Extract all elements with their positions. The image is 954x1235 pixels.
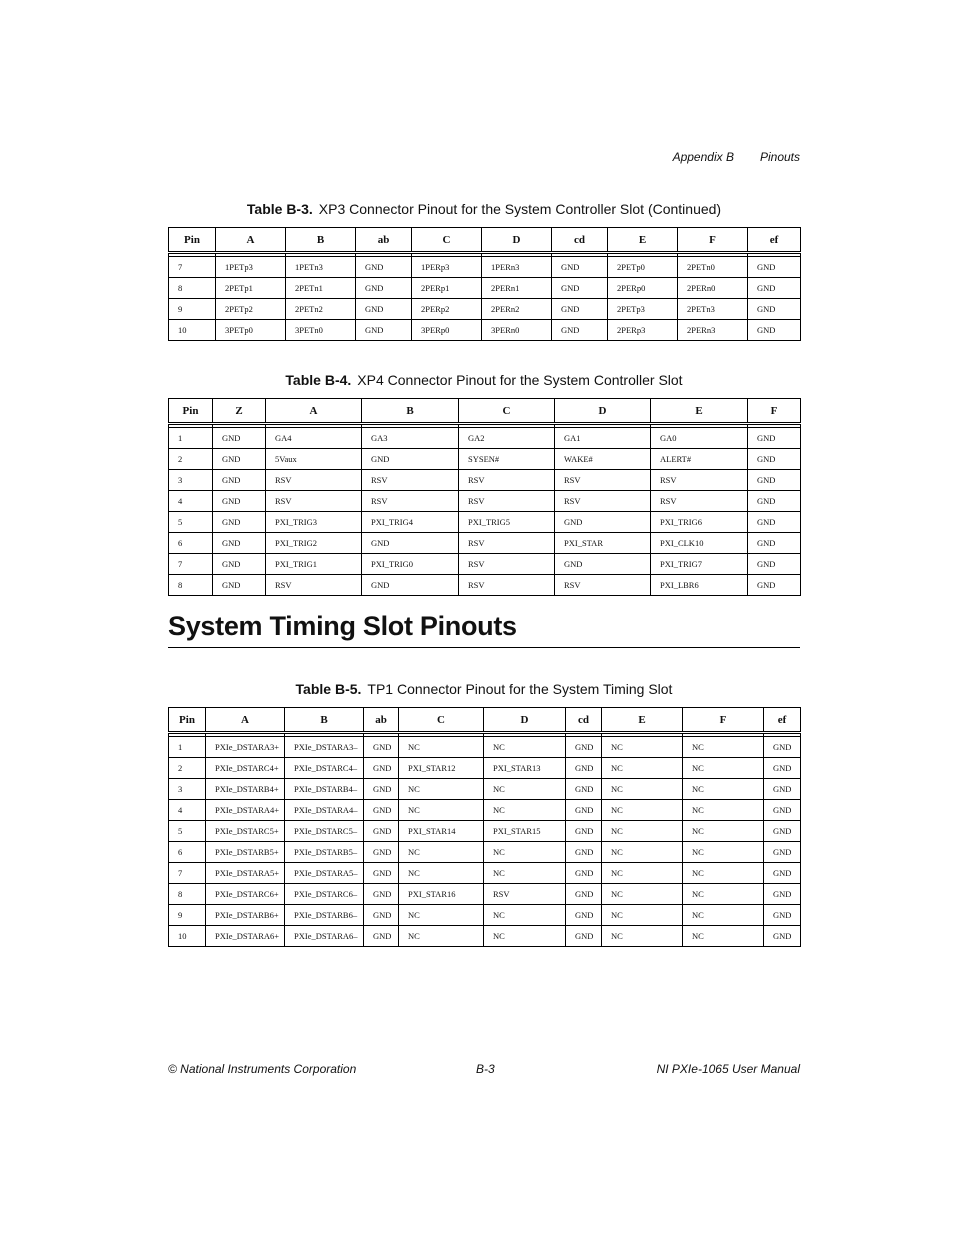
table-cell: GND <box>764 884 801 905</box>
table-cell: GND <box>764 842 801 863</box>
table-cell: NC <box>399 779 484 800</box>
table-cell: NC <box>683 737 764 758</box>
table-cell: NC <box>602 779 683 800</box>
table-cell: GA4 <box>266 428 362 449</box>
table-cell: NC <box>602 737 683 758</box>
table-row <box>169 821 801 842</box>
table-cell: NC <box>484 800 566 821</box>
table-cell: GND <box>764 821 801 842</box>
table-cell: GND <box>364 758 399 779</box>
table-cell: 9 <box>169 299 216 320</box>
table-cell: NC <box>683 779 764 800</box>
table-cell: 1PERn3 <box>482 257 552 278</box>
table-cell: 2PERn1 <box>482 278 552 299</box>
table-cell: GND <box>748 449 801 470</box>
table-cell: NC <box>683 905 764 926</box>
table-cell: NC <box>399 737 484 758</box>
table-cell: RSV <box>362 491 459 512</box>
table-cell: GND <box>748 533 801 554</box>
table-cell: PXIe_DSTARC6– <box>285 884 364 905</box>
table-cell: GND <box>364 779 399 800</box>
table-row <box>169 320 801 341</box>
table-row <box>169 905 801 926</box>
table-cell: PXI_STAR <box>555 533 651 554</box>
table-cell: GND <box>213 554 266 575</box>
table-cell: GND <box>566 821 602 842</box>
column-header: Pin <box>169 399 213 424</box>
footer-manual-title: NI PXIe-1065 User Manual <box>656 1062 800 1076</box>
table-cell: GND <box>566 863 602 884</box>
table-cell: GND <box>213 575 266 596</box>
table-cell: NC <box>484 863 566 884</box>
section-title: System Timing Slot Pinouts <box>168 611 800 648</box>
table-cell: GND <box>748 512 801 533</box>
table-cell: 2PETp0 <box>608 257 678 278</box>
table-cell: 8 <box>169 575 213 596</box>
table-cell: GND <box>555 554 651 575</box>
table-cell: WAKE# <box>555 449 651 470</box>
table-cell: GA1 <box>555 428 651 449</box>
table-b3-title: XP3 Connector Pinout for the System Controller Slot (Continued) <box>318 201 722 217</box>
table-cell: GND <box>364 926 399 947</box>
table-cell: 3 <box>169 779 206 800</box>
table-cell: PXIe_DSTARA4+ <box>206 800 285 821</box>
table-cell: GND <box>552 299 608 320</box>
table-cell: 10 <box>169 320 216 341</box>
table-header-row <box>169 399 801 424</box>
table-cell: GND <box>356 257 412 278</box>
table-cell: PXIe_DSTARB5– <box>285 842 364 863</box>
table-cell: 3PERp0 <box>412 320 482 341</box>
table-cell: 9 <box>169 905 206 926</box>
table-cell: GND <box>764 905 801 926</box>
table-cell: 8 <box>169 278 216 299</box>
table-row <box>169 428 801 449</box>
table-row <box>169 491 801 512</box>
column-header: cd <box>566 708 602 733</box>
table-cell: GND <box>566 884 602 905</box>
column-header: ef <box>764 708 801 733</box>
table-cell: PXI_TRIG0 <box>362 554 459 575</box>
table-cell: 5 <box>169 821 206 842</box>
table-cell: PXIe_DSTARB6– <box>285 905 364 926</box>
table-cell: RSV <box>459 575 555 596</box>
table-cell: GND <box>364 863 399 884</box>
table-b3-label: Table B-3. <box>246 201 313 217</box>
table-cell: GA3 <box>362 428 459 449</box>
table-cell: RSV <box>651 470 748 491</box>
table-cell: PXIe_DSTARC6+ <box>206 884 285 905</box>
table-row <box>169 533 801 554</box>
table-cell: NC <box>602 905 683 926</box>
table-cell: NC <box>484 737 566 758</box>
table-row <box>169 863 801 884</box>
column-header: F <box>678 228 748 253</box>
table-cell: 3 <box>169 470 213 491</box>
table-cell: 2PERp0 <box>608 278 678 299</box>
table-cell: NC <box>683 926 764 947</box>
table-cell: GND <box>566 758 602 779</box>
table-cell: GND <box>213 449 266 470</box>
table-cell: NC <box>399 863 484 884</box>
column-header: ab <box>364 708 399 733</box>
table-cell: 2PETn0 <box>678 257 748 278</box>
table-cell: GND <box>362 449 459 470</box>
column-header: A <box>206 708 285 733</box>
table-cell: RSV <box>459 491 555 512</box>
table-b5-caption <box>168 681 800 697</box>
table-cell: PXI_STAR16 <box>399 884 484 905</box>
table-cell: NC <box>683 884 764 905</box>
table-cell: GND <box>552 257 608 278</box>
table-cell: GND <box>748 575 801 596</box>
table-cell: 5Vaux <box>266 449 362 470</box>
table-cell: PXIe_DSTARA6– <box>285 926 364 947</box>
table-cell: GND <box>213 512 266 533</box>
table-cell: 2PETn3 <box>678 299 748 320</box>
page-header <box>673 150 800 164</box>
table-cell: PXIe_DSTARA5+ <box>206 863 285 884</box>
column-header: A <box>216 228 286 253</box>
table-cell: GND <box>213 470 266 491</box>
table-cell: GND <box>356 299 412 320</box>
table-row <box>169 449 801 470</box>
table-cell: GND <box>764 737 801 758</box>
table-cell: 2PETn1 <box>286 278 356 299</box>
column-header: A <box>266 399 362 424</box>
table-cell: 1 <box>169 428 213 449</box>
table-row <box>169 884 801 905</box>
table-cell: 2PETn2 <box>286 299 356 320</box>
table-cell: RSV <box>266 470 362 491</box>
table-cell: 3PETn0 <box>286 320 356 341</box>
table-cell: PXIe_DSTARC5– <box>285 821 364 842</box>
table-cell: GND <box>213 533 266 554</box>
table-cell: ALERT# <box>651 449 748 470</box>
table-cell: NC <box>602 758 683 779</box>
table-cell: NC <box>683 758 764 779</box>
table-cell: GND <box>364 737 399 758</box>
table-header-row <box>169 708 801 733</box>
table-cell: GND <box>764 779 801 800</box>
table-row <box>169 800 801 821</box>
table-cell: 1PERp3 <box>412 257 482 278</box>
table-row <box>169 926 801 947</box>
table-cell: GND <box>356 278 412 299</box>
table-cell: NC <box>683 821 764 842</box>
table-cell: 2PERn0 <box>678 278 748 299</box>
column-header: E <box>608 228 678 253</box>
table-cell: 6 <box>169 842 206 863</box>
table-cell: NC <box>683 863 764 884</box>
table-cell: RSV <box>555 470 651 491</box>
table-cell: SYSEN# <box>459 449 555 470</box>
table-cell: 5 <box>169 512 213 533</box>
table-cell: PXIe_DSTARA3+ <box>206 737 285 758</box>
table-cell: RSV <box>266 491 362 512</box>
column-header: B <box>362 399 459 424</box>
table-cell: RSV <box>266 575 362 596</box>
table-cell: GND <box>555 512 651 533</box>
column-header: B <box>286 228 356 253</box>
table-cell: PXI_TRIG7 <box>651 554 748 575</box>
table-cell: 2PERp3 <box>608 320 678 341</box>
table-cell: 6 <box>169 533 213 554</box>
table-cell: GND <box>566 800 602 821</box>
table-cell: NC <box>399 905 484 926</box>
table-cell: PXIe_DSTARA5– <box>285 863 364 884</box>
table-row <box>169 575 801 596</box>
column-header: C <box>399 708 484 733</box>
table-cell: 7 <box>169 863 206 884</box>
table-cell: 2PERp1 <box>412 278 482 299</box>
table-cell: NC <box>602 842 683 863</box>
table-cell: 2PERp2 <box>412 299 482 320</box>
table-cell: PXIe_DSTARC4– <box>285 758 364 779</box>
table-row <box>169 470 801 491</box>
table-b4-caption <box>168 372 800 388</box>
table-cell: GND <box>764 800 801 821</box>
footer-page-number: B-3 <box>476 1062 495 1076</box>
table-cell: NC <box>683 800 764 821</box>
table-cell: GND <box>356 320 412 341</box>
table-cell: GND <box>364 821 399 842</box>
table-b4-title: XP4 Connector Pinout for the System Controller Slot <box>357 372 683 388</box>
table-cell: GND <box>552 278 608 299</box>
table-b5-label: Table B-5. <box>295 681 362 697</box>
table-cell: NC <box>602 926 683 947</box>
table-cell: 8 <box>169 884 206 905</box>
table-cell: GND <box>364 905 399 926</box>
table-cell: 2PETp2 <box>216 299 286 320</box>
header-section: Pinouts <box>759 150 800 164</box>
table-cell: PXIe_DSTARA4– <box>285 800 364 821</box>
column-header: D <box>555 399 651 424</box>
table-b4-label: Table B-4. <box>285 372 352 388</box>
table-cell: PXI_TRIG5 <box>459 512 555 533</box>
table-cell: GND <box>748 320 801 341</box>
table-cell: PXI_TRIG4 <box>362 512 459 533</box>
table-cell: GND <box>566 737 602 758</box>
table-cell: 2PERn2 <box>482 299 552 320</box>
table-cell: GND <box>362 533 459 554</box>
table-cell: 7 <box>169 257 216 278</box>
table-b5-title: TP1 Connector Pinout for the System Timing Slot <box>367 681 673 697</box>
table-row <box>169 737 801 758</box>
table-row <box>169 257 801 278</box>
table-row <box>169 278 801 299</box>
table-cell: NC <box>602 800 683 821</box>
table-cell: GND <box>764 758 801 779</box>
table-cell: PXI_TRIG2 <box>266 533 362 554</box>
table-cell: NC <box>683 842 764 863</box>
table-cell: GND <box>566 926 602 947</box>
column-header: F <box>748 399 801 424</box>
table-cell: GND <box>748 554 801 575</box>
table-cell: 2PETp3 <box>608 299 678 320</box>
column-header: Pin <box>169 228 216 253</box>
footer-copyright: © National Instruments Corporation <box>168 1062 357 1076</box>
table-cell: PXI_TRIG3 <box>266 512 362 533</box>
table-cell: PXIe_DSTARB4– <box>285 779 364 800</box>
table-cell: GND <box>748 299 801 320</box>
column-header: E <box>602 708 683 733</box>
table-b3-caption <box>168 201 800 217</box>
column-header: C <box>412 228 482 253</box>
column-header: E <box>651 399 748 424</box>
table-cell: PXIe_DSTARB6+ <box>206 905 285 926</box>
table-cell: 1PETn3 <box>286 257 356 278</box>
table-cell: 1PETp3 <box>216 257 286 278</box>
table-cell: GND <box>213 491 266 512</box>
table-cell: NC <box>484 842 566 863</box>
table-cell: 4 <box>169 800 206 821</box>
table-cell: GND <box>748 257 801 278</box>
table-cell: RSV <box>459 554 555 575</box>
table-cell: PXI_TRIG1 <box>266 554 362 575</box>
table-cell: 3PETp0 <box>216 320 286 341</box>
table-cell: GND <box>364 884 399 905</box>
table-cell: RSV <box>555 491 651 512</box>
table-cell: NC <box>602 863 683 884</box>
table-cell: RSV <box>651 491 748 512</box>
table-cell: GND <box>552 320 608 341</box>
table-cell: RSV <box>362 470 459 491</box>
table-cell: PXIe_DSTARC4+ <box>206 758 285 779</box>
table-cell: GND <box>213 428 266 449</box>
column-header: ef <box>748 228 801 253</box>
table-cell: NC <box>399 842 484 863</box>
table-cell: 10 <box>169 926 206 947</box>
table-cell: NC <box>399 800 484 821</box>
table-cell: 2PETp1 <box>216 278 286 299</box>
table-cell: 7 <box>169 554 213 575</box>
table-cell: RSV <box>459 470 555 491</box>
table-cell: GND <box>764 926 801 947</box>
table-cell: PXI_STAR13 <box>484 758 566 779</box>
table-cell: 2PERn3 <box>678 320 748 341</box>
table-cell: 4 <box>169 491 213 512</box>
table-cell: PXI_STAR12 <box>399 758 484 779</box>
table-cell: GND <box>748 428 801 449</box>
table-cell: PXIe_DSTARA3– <box>285 737 364 758</box>
table-row <box>169 299 801 320</box>
table-row <box>169 758 801 779</box>
table-cell: RSV <box>459 533 555 554</box>
table-cell: GND <box>364 842 399 863</box>
table-cell: GND <box>566 842 602 863</box>
table-cell: RSV <box>484 884 566 905</box>
column-header: ab <box>356 228 412 253</box>
table-cell: PXI_STAR14 <box>399 821 484 842</box>
table-cell: GND <box>364 800 399 821</box>
table-cell: GND <box>362 575 459 596</box>
table-cell: GND <box>748 278 801 299</box>
table-cell: RSV <box>555 575 651 596</box>
table-row <box>169 779 801 800</box>
column-header: F <box>683 708 764 733</box>
column-header: D <box>484 708 566 733</box>
column-header: C <box>459 399 555 424</box>
table-cell: PXI_CLK10 <box>651 533 748 554</box>
table-cell: NC <box>484 905 566 926</box>
table-cell: GND <box>764 863 801 884</box>
table-row <box>169 842 801 863</box>
table-cell: PXI_LBR6 <box>651 575 748 596</box>
table-cell: PXI_TRIG6 <box>651 512 748 533</box>
table-cell: PXIe_DSTARA6+ <box>206 926 285 947</box>
table-cell: NC <box>602 821 683 842</box>
table-cell: GA2 <box>459 428 555 449</box>
table-cell: PXIe_DSTARB4+ <box>206 779 285 800</box>
column-header: B <box>285 708 364 733</box>
table-b3 <box>168 227 801 341</box>
column-header: cd <box>552 228 608 253</box>
column-header: Pin <box>169 708 206 733</box>
table-cell: NC <box>484 926 566 947</box>
table-b4 <box>168 398 801 596</box>
table-cell: NC <box>399 926 484 947</box>
table-cell: GND <box>566 905 602 926</box>
table-row <box>169 512 801 533</box>
table-row <box>169 554 801 575</box>
table-b5 <box>168 707 801 947</box>
table-cell: 2 <box>169 449 213 470</box>
column-header: Z <box>213 399 266 424</box>
table-cell: GND <box>748 491 801 512</box>
table-cell: 1 <box>169 737 206 758</box>
table-cell: PXI_STAR15 <box>484 821 566 842</box>
table-header-row <box>169 228 801 253</box>
header-appendix: Appendix B <box>672 150 734 164</box>
column-header: D <box>482 228 552 253</box>
table-cell: PXIe_DSTARB5+ <box>206 842 285 863</box>
table-cell: 2 <box>169 758 206 779</box>
table-cell: GA0 <box>651 428 748 449</box>
table-cell: GND <box>748 470 801 491</box>
table-cell: GND <box>566 779 602 800</box>
table-cell: NC <box>484 779 566 800</box>
table-cell: PXIe_DSTARC5+ <box>206 821 285 842</box>
table-cell: NC <box>602 884 683 905</box>
table-cell: 3PERn0 <box>482 320 552 341</box>
